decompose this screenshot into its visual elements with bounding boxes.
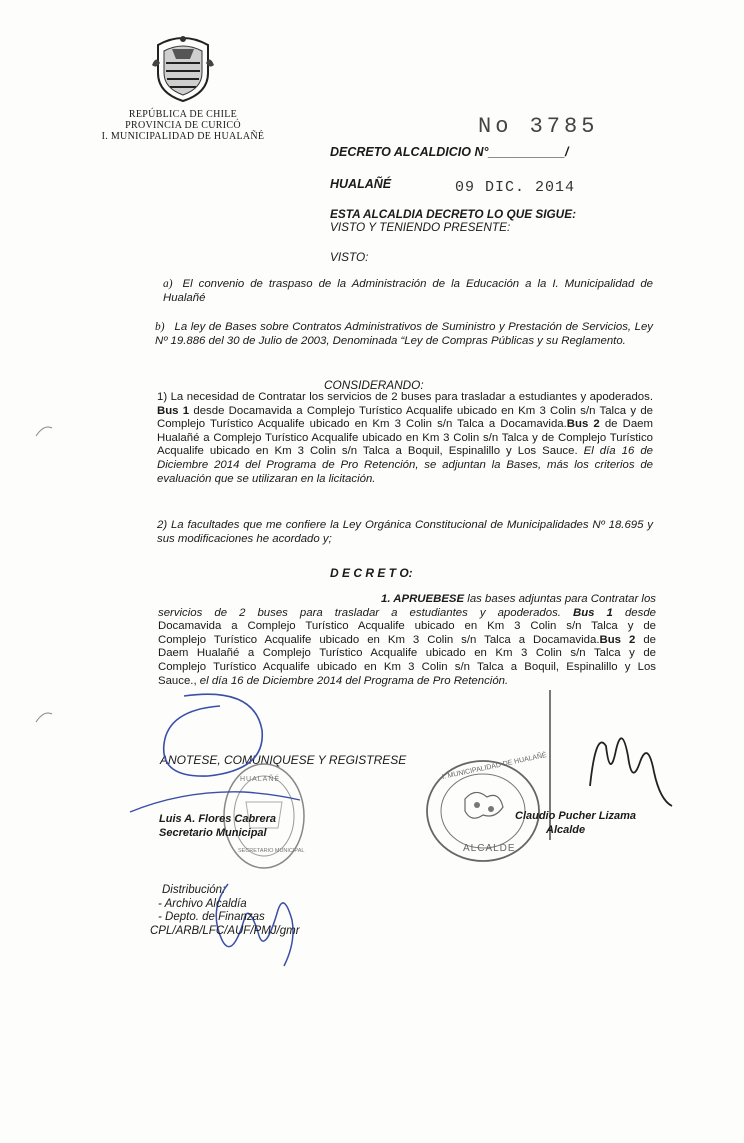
seal-right-top-text: I. MUNICIPALIDAD DE HUALAÑÉ [441, 751, 548, 782]
letterhead-province: PROVINCIA DE CURICÓ [125, 120, 241, 131]
considerando-paragraph-2: 2) La facultades que me confiere la Ley Orgánica Constitucional de Municipalidades Nº 18.695 y sus modificaciones he acordado y; [157, 519, 653, 545]
secretary-name: Luis A. Flores Cabrera [159, 813, 276, 825]
secretary-title: Secretario Municipal [159, 827, 267, 839]
coat-of-arms-crest-icon [150, 35, 216, 103]
mayor-name: Claudio Pucher Lizama [515, 810, 637, 822]
decreto-line-2a: servicios de 2 buses para trasladar a estudiantes y apoderados. [158, 606, 573, 619]
intro-heading: ESTA ALCALDIA DECRETO LO QUE SIGUE: [330, 207, 576, 221]
mayor-title: Alcalde [546, 824, 586, 836]
decreto-line-1: las bases adjuntas para Contratar los [464, 593, 656, 605]
visto-marker-a: a) [163, 278, 173, 290]
decreto-line-7a: Sauce., [158, 674, 200, 687]
distribution-item-archive: - Archivo Alcaldía [158, 897, 247, 910]
seal-left-bottom-text: SECRETARIO MUNICIPAL [238, 848, 305, 854]
secretary-signature-block [159, 812, 276, 840]
considerando-heading: CONSIDERANDO: [324, 378, 424, 392]
distribution-item-finance: - Depto. de Finanzas [158, 911, 265, 923]
letterhead [78, 109, 288, 142]
decreto-line-3: Docamavida a Complejo Turístico Acqualife ubicado en Km 3 Colin s/n Talca y de [158, 620, 656, 633]
margin-mark-icon [34, 710, 54, 729]
visto-heading: VISTO: [330, 250, 369, 264]
visto-item-a [163, 278, 653, 305]
decreto-line-6: Complejo Turístico Acqualife ubicado en Km 3 Colin s/n Talca a Boquil, Espinalillo y Los [158, 660, 656, 673]
letterhead-country: REPÚBLICA DE CHILE [128, 109, 238, 120]
decreto-heading: D E C R E T O: [330, 566, 413, 580]
distribution-block [150, 884, 300, 938]
mayor-signature-block [515, 809, 636, 837]
margin-mark-icon [34, 424, 54, 443]
seal-right-bottom-text: ALCALDE [463, 843, 516, 854]
decree-title: DECRETO ALCALDICIO N° [330, 145, 489, 159]
decreto-line-4b: de [635, 633, 656, 646]
date-stamp: 09 DIC. 2014 [455, 179, 576, 196]
letterhead-municipality: I. MUNICIPALIDAD DE HUALAÑÉ [101, 131, 265, 142]
considerando-p1-part-b: desde Docamavida a Complejo Turístico Acqualife ubicado en Km 3 Colin s/n Talca y de Complejo Turístico Acqualife ubicado en Km 3 Colin s/n Talca a Docamavida. [157, 404, 653, 431]
decreto-item-label: 1. APRUEBESE [381, 593, 465, 605]
decree-title-line [330, 145, 568, 159]
bus-2-label: Bus 2 [566, 418, 600, 431]
considerando-p1-part-a: 1) La necesidad de Contratar los servicios de 2 buses para trasladar a estudiantes y apoderados. [157, 391, 653, 403]
seal-left-top-text: HUALAÑÉ [240, 776, 281, 783]
decree-number-blank: ___________/ [488, 145, 569, 159]
considerando-paragraph-1 [157, 391, 653, 486]
decreto-bus-1-label: Bus 1 [572, 606, 613, 619]
decreto-body [158, 593, 656, 688]
considerando-p1-part-c: de Daem Hualañé a Complejo Turístico Acqualife ubicado en Km 3 Colin s/n Talca y de Complejo Turístico Acqualife ubicado en Km 3 Colin s/n Talca a Boquil, Espinalillo y Los Sauce. [157, 418, 653, 458]
place-name: HUALAÑÉ [330, 177, 392, 191]
visto-item-b [155, 321, 653, 348]
considerando-p1-part-d: El día 16 de Diciembre 2014 del Programa de Pro Retención, se adjuntan la Bases, más los criterios de evaluación que se utilizaran en la licitación. [157, 445, 654, 485]
visto-marker-b: b) [155, 321, 165, 333]
decreto-bus-2-label: Bus 2 [599, 633, 636, 646]
decreto-line-5: Daem Hualañé a Complejo Turístico Acqualife ubicado en Km 3 Colin s/n Talca y de [158, 647, 656, 660]
left-signature-drawing-icon [124, 692, 304, 822]
closing-line: ANOTESE, COMUNIQUESE Y REGISTRESE [160, 753, 407, 767]
visto-text-b: La ley de Bases sobre Contratos Administrativos de Suministro y Prestación de Servicios, Ley Nº 19.886 del 30 de Julio de 2003, Denominada “Ley de Compras Públicas y su Reglamento. [155, 321, 653, 347]
stamp-number: No 3785 [478, 114, 599, 139]
bus-1-label: Bus 1 [157, 404, 190, 417]
decreto-line-7b: el día 16 de Diciembre 2014 del Programa de Pro Retención. [199, 674, 509, 687]
visto-text-a: El convenio de traspaso de la Administración de la Educación a la I. Municipalidad de Hualañé [163, 278, 653, 304]
typist-initials: CPL/ARB/LFC/AUF/PMJ/gmr [150, 924, 300, 937]
intro-subheading: VISTO Y TENIENDO PRESENTE: [330, 220, 511, 234]
decreto-line-2b: desde [612, 606, 656, 619]
decreto-line-4a: Complejo Turístico Acqualife ubicado en Km 3 Colin s/n Talca a Docamavida. [158, 633, 600, 646]
distribution-heading: Distribución: [162, 884, 226, 896]
